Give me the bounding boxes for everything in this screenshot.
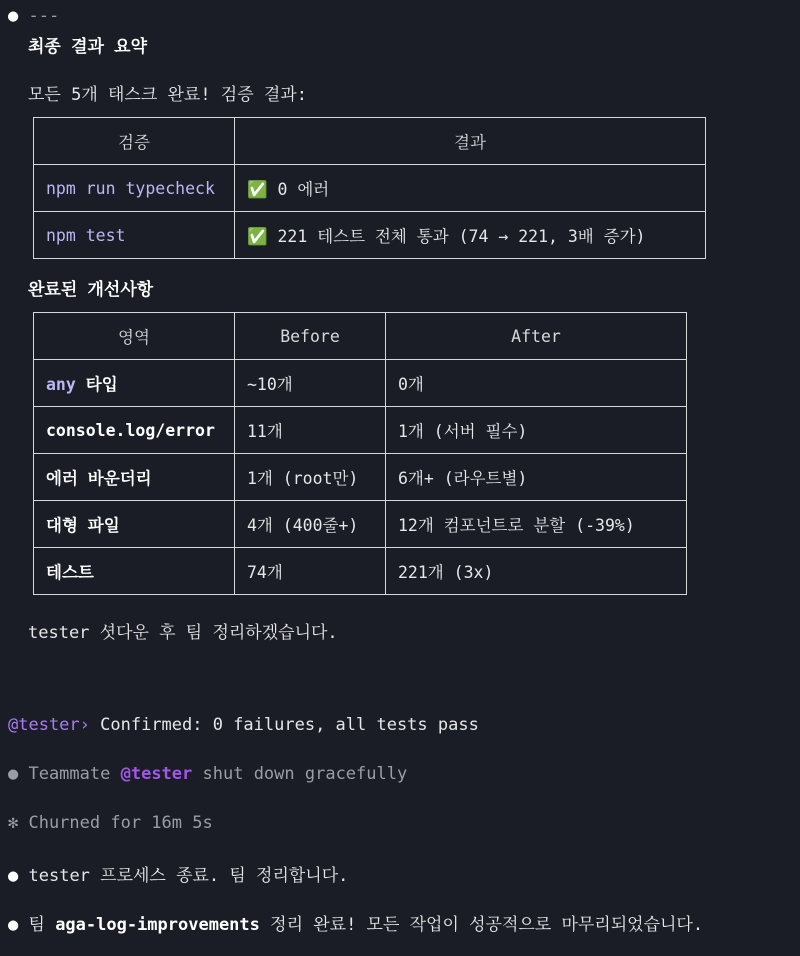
team-name: aga-log-improvements	[55, 915, 260, 935]
churned-line: ✻ Churned for 16m 5s	[8, 813, 213, 833]
after-cell: 1개 (서버 필수)	[386, 407, 687, 454]
header-cell: After	[386, 313, 687, 360]
before-cell: 74개	[235, 548, 386, 595]
improvements-table	[33, 312, 687, 595]
check-result: ✅ 221 테스트 전체 통과 (74 → 221, 3배 증가)	[235, 212, 706, 259]
checkmark-icon: ✅	[247, 180, 268, 199]
after-cell: 0개	[386, 360, 687, 407]
table-row	[34, 165, 706, 212]
area-cell: any 타입	[34, 360, 235, 407]
header-cell: 검증	[34, 118, 235, 165]
table-row	[34, 212, 706, 259]
table-header-row	[34, 118, 706, 165]
tester-mention: @tester	[120, 764, 193, 784]
before-cell: 1개 (root만)	[235, 454, 386, 501]
bullet-icon: ●	[8, 915, 19, 935]
table-row	[34, 548, 687, 595]
area-cell: console.log/error	[34, 407, 235, 454]
checkmark-icon: ✅	[247, 227, 268, 246]
area-cell: 에러 바운더리	[34, 454, 235, 501]
before-cell: 4개 (400줄+)	[235, 501, 386, 548]
after-cell: 12개 컴포넌트로 분할 (-39%)	[386, 501, 687, 548]
check-result: ✅ 0 에러	[235, 165, 706, 212]
teammate-line: ● Teammate @tester shut down gracefully	[8, 764, 408, 784]
header-cell: Before	[235, 313, 386, 360]
header-line	[8, 6, 59, 26]
area-cell: 테스트	[34, 548, 235, 595]
closing-text: tester 셧다운 후 팀 정리하겠습니다.	[28, 623, 338, 643]
improvements-title: 완료된 개선사항	[28, 280, 154, 300]
process-line: ● tester 프로세스 종료. 팀 정리합니다.	[8, 866, 349, 886]
table-row	[34, 454, 687, 501]
confirm-line	[8, 715, 479, 735]
check-command: npm test	[34, 212, 235, 259]
tester-mention: @tester›	[8, 715, 90, 735]
verification-table	[33, 117, 706, 259]
confirm-message: Confirmed: 0 failures, all tests pass	[100, 715, 479, 735]
table-row	[34, 501, 687, 548]
separator-dashes: ---	[28, 6, 60, 26]
team-complete-line: ● 팀 aga-log-improvements 정리 완료! 모든 작업이 성공적으로 마무리되었습니다.	[8, 915, 704, 935]
area-cell: 대형 파일	[34, 501, 235, 548]
after-cell: 6개+ (라우트별)	[386, 454, 687, 501]
header-cell: 영역	[34, 313, 235, 360]
table-header-row	[34, 313, 687, 360]
check-command: npm run typecheck	[34, 165, 235, 212]
bullet-icon: ●	[8, 866, 19, 886]
table-row	[34, 360, 687, 407]
table-row	[34, 407, 687, 454]
bullet-icon: ●	[8, 6, 19, 26]
before-cell: ~10개	[235, 360, 386, 407]
intro-text: 모든 5개 태스크 완료! 검증 결과:	[28, 85, 307, 105]
after-cell: 221개 (3x)	[386, 548, 687, 595]
header-cell: 결과	[235, 118, 706, 165]
before-cell: 11개	[235, 407, 386, 454]
summary-title: 최종 결과 요약	[28, 37, 148, 57]
